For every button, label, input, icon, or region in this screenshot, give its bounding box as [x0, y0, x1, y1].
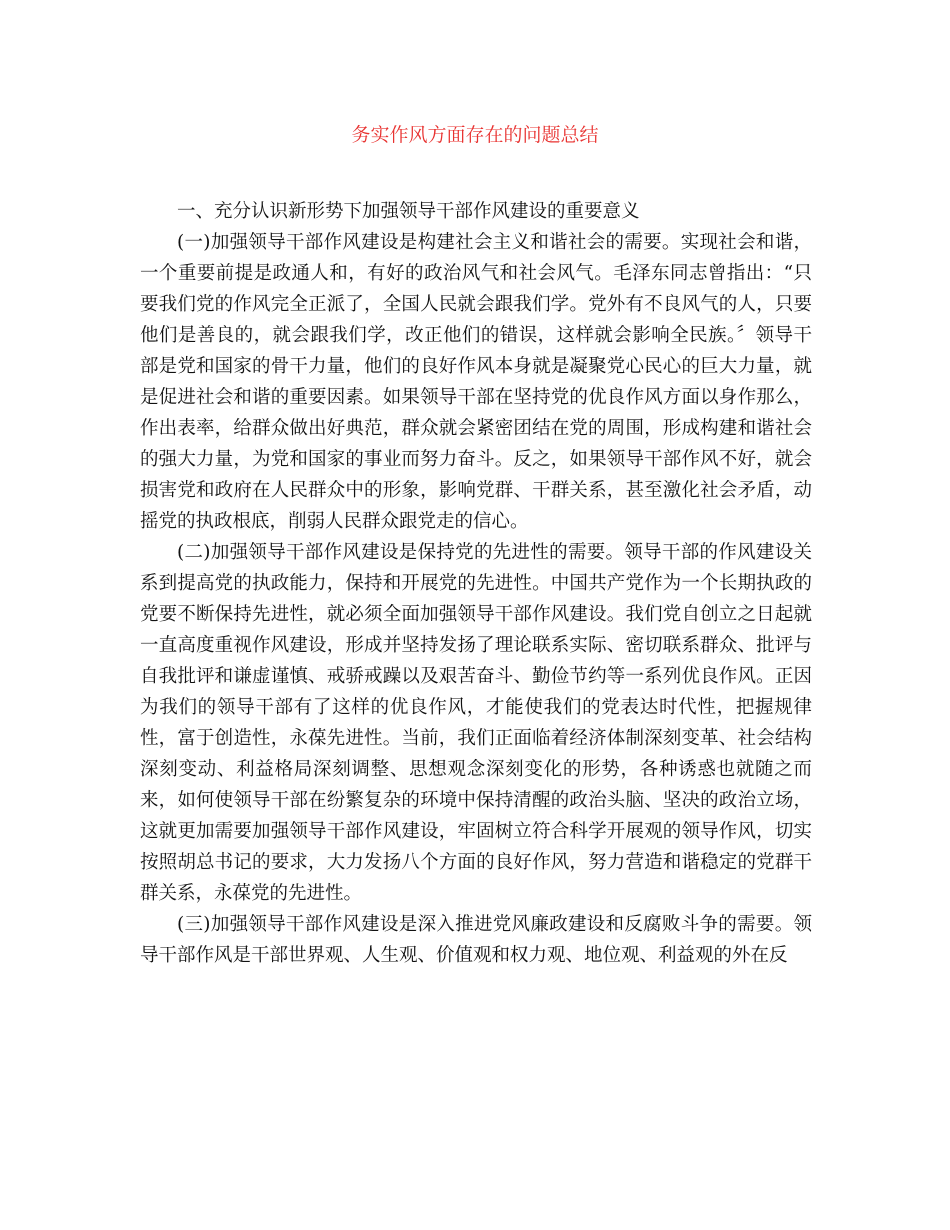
paragraph-2: (二)加强领导干部作风建设是保持党的先进性的需要。领导干部的作风建设关系到提高党的执政能力，保持和开展党的先进性。中国共产党作为一个长期执政的党要不断保持先进性，就必须全面加强领导干部作风建设。我们党自创立之日起就一直高度重视作风建设，形成并坚持发扬了理论联系实际、密切联系群众、批评与自我批评和谦虚谨慎、戒骄戒躁以及艰苦奋斗、勤俭节约等一系列优良作风。正因为我们的领导干部有了这样的优良作风，才能使我们的党表达时代性，把握规律性，富于创造性，永葆先进性。当前，我们正面临着经济体制深刻变革、社会结构深刻变动、利益格局深刻调整、思想观念深刻变化的形势，各种诱惑也就随之而来，如何使领导干部在纷繁复杂的环境中保持清醒的政治头脑、坚决的政治立场，这就更加需要加强领导干部作风建设，牢固树立符合科学开展观的领导作风，切实按照胡总书记的要求，大力发扬八个方面的良好作风，努力营造和谐稳定的党群干群关系，永葆党的先进性。 — [140, 542, 812, 904]
document-body — [140, 196, 812, 971]
paragraph-3: (三)加强领导干部作风建设是深入推进党风廉政建设和反腐败斗争的需要。领导干部作风是干部世界观、人生观、价值观和权力观、地位观、利益观的外在反 — [140, 914, 812, 966]
section-heading: 一、充分认识新形势下加强领导干部作风建设的重要意义 — [177, 201, 640, 222]
document-title: 务实作风方面存在的问题总结 — [351, 124, 599, 146]
paragraph-1: (一)加强领导干部作风建设是构建社会主义和谐社会的需要。实现社会和谐，一个重要前提是政通人和，有好的政治风气和社会风气。毛泽东同志曾指出：“只要我们党的作风完全正派了，全国人民就会跟我们学。党外有不良风气的人，只要他们是善良的，就会跟我们学，改正他们的错误，这样就会影响全民族。〞领导干部是党和国家的骨干力量，他们的良好作风本身就是凝聚党心民心的巨大力量，就是促进社会和谐的重要因素。如果领导干部在坚持党的优良作风方面以身作那么，作出表率，给群众做出好典范，群众就会紧密团结在党的周围，形成构建和谐社会的强大力量，为党和国家的事业而努力奋斗。反之，如果领导干部作风不好，就会损害党和政府在人民群众中的形象，影响党群、干群关系，甚至激化社会矛盾，动摇党的执政根底，削弱人民群众跟党走的信心。 — [140, 232, 812, 532]
